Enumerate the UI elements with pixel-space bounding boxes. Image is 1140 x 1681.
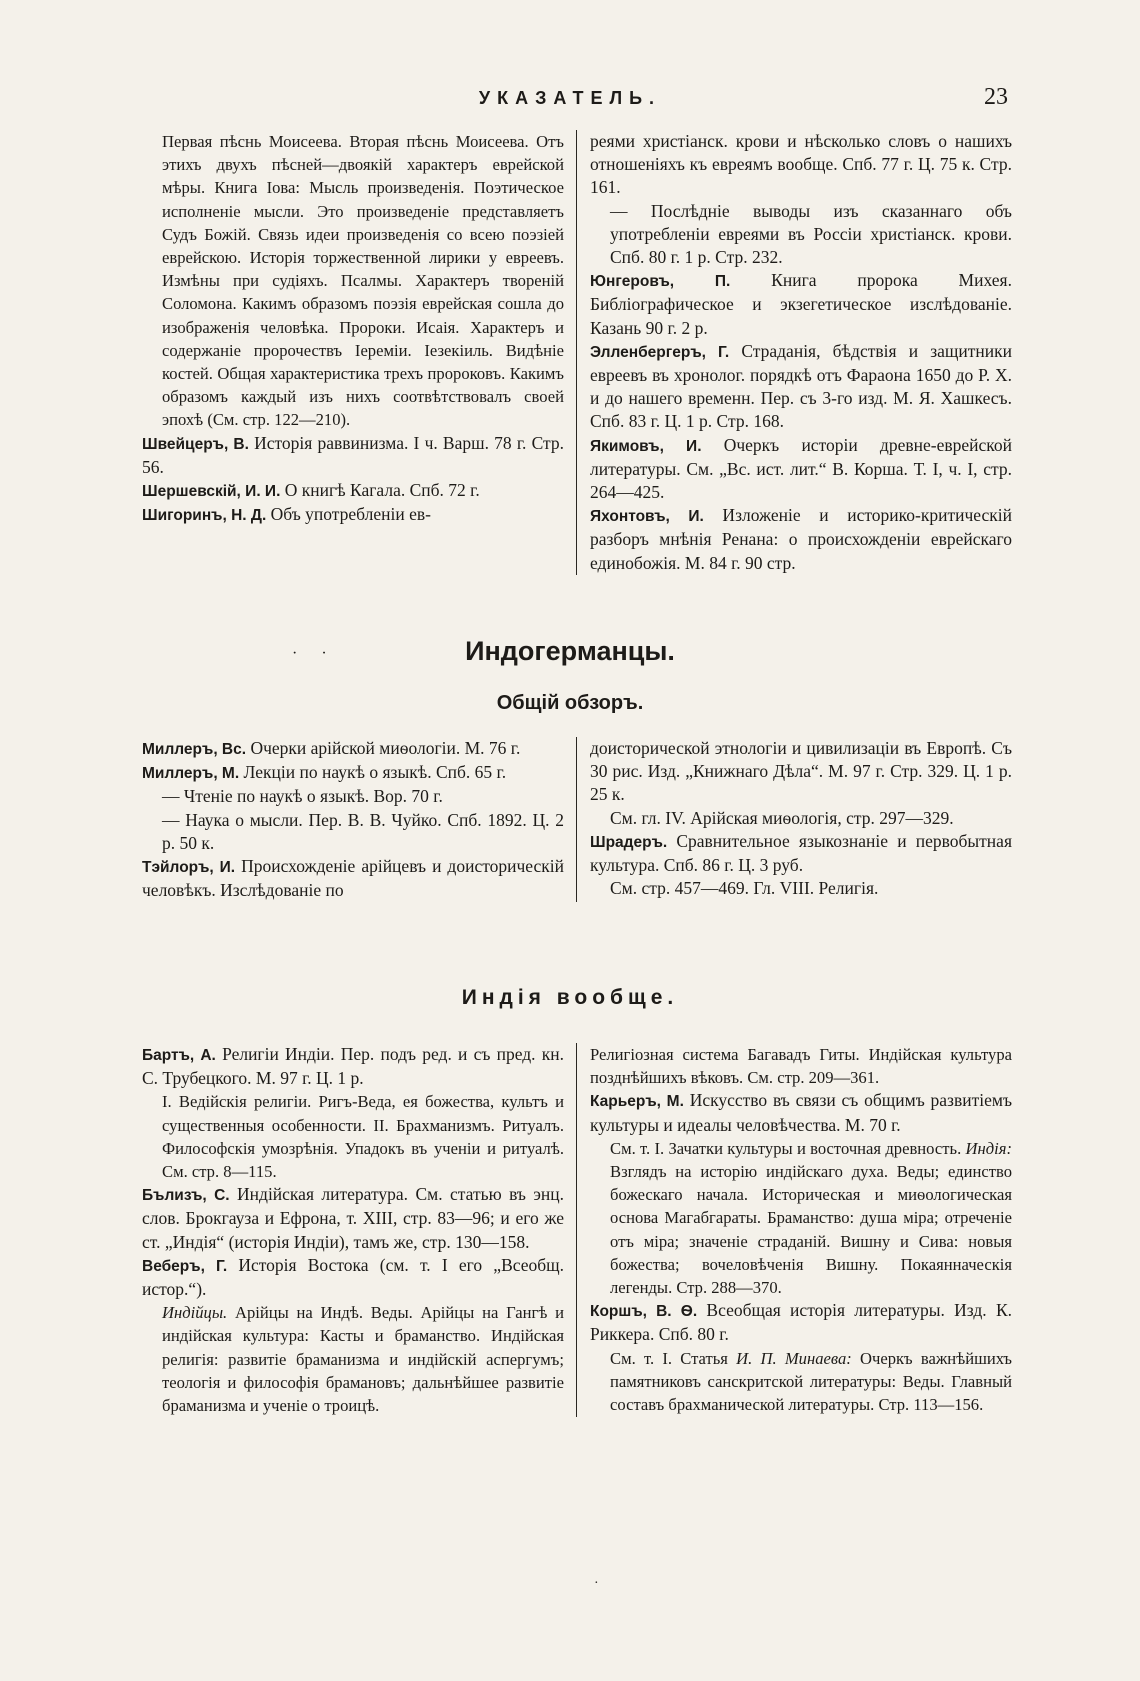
entry-continuation: Религіозная система Багавадъ Гиты. Индійская культура позднѣйшихъ вѣковъ. См. стр. 209—361.	[590, 1045, 1012, 1088]
block1-right-column	[576, 130, 1012, 575]
block1-columns	[142, 130, 1012, 575]
entry-contents: См. т. I. Зачатки культуры и восточная древность. Индія: Взглядъ на исторію индійскаго духа. Веды; единство божескаго начала. Историческая и миѳологическая основа Магабгараты. Браманство: душа міра; отреченіе отъ міра; значеніе страданій. Вишну и Сива: новыя божества; вочеловѣченія Вишну. Покаянначескія легенды. Стр. 288—370.	[610, 1138, 1012, 1298]
entry-see: См. стр. 457—469. Гл. VIII. Религія.	[610, 878, 879, 899]
block2-right-column	[576, 737, 1012, 902]
print-mark: ·	[594, 1576, 599, 1591]
block3-right-column	[576, 1043, 1012, 1417]
entry-author: Веберъ, Г.	[142, 1257, 228, 1275]
entry-author: Яхонтовъ, И.	[590, 508, 704, 526]
entry-miller-m: Миллеръ, М. Лекціи по наукѣ о языкѣ. Спб. 65 г.	[142, 762, 507, 783]
entry-taylor: Тэйлоръ, И. Происхожденіе арійцевъ и доисторическій человѣкъ. Изслѣдованіе по	[142, 856, 564, 901]
entry-schrader: Шрадеръ. Сравнительное языкознаніе и первобытная культура. Спб. 86 г. Ц. 3 руб.	[590, 830, 1012, 876]
section-title-india: Индія вообще.	[461, 986, 679, 1009]
entry-author: Шигоринъ, Н. Д.	[142, 507, 267, 525]
section-title-indogermans: Индогерманцы.	[465, 636, 675, 666]
entry-continuation: реями христіанск. крови и нѣсколько словъ о нашихъ отношеніяхъ къ евреямъ вообще. Спб. 77 г. Ц. 75 к. Стр. 161.	[590, 131, 1012, 198]
entry-korsh: Коршъ, В. Ѳ. Всеобщая исторія литературы. Изд. К. Риккера. Спб. 80 г.	[590, 1300, 1012, 1345]
entry-contents: Первая пѣснь Моисеева. Вторая пѣснь Моисеева. Отъ этихъ двухъ пѣсней—двоякій характеръ еврейской мѣры. Книга Іова: Мысль произведенія. Поэтическое исполненіе мысли. Это произведеніе представляетъ Судъ Божій. Связь идеи произведенія со всею поэзіей еврейскою. Исторія торжественной лирики у евреевъ. Измѣны при судіяхъ. Псалмы. Характеръ твореній Соломона. Какимъ образомъ поэзія еврейская сошла до изображенія человѣка. Пророки. Исаія. Характеръ и содержаніе пророчествъ Іереміи. Іезекіиль. Видѣніе костей. Общая характеристика трехъ пророковъ. Какимъ образомъ каждый изъ нихъ соотвѣтствовалъ своей эпохѣ (См. стр. 122—210).	[162, 132, 564, 430]
entry-author: Коршъ, В. Ѳ.	[590, 1303, 698, 1321]
entry-dash: — Чтеніе по наукѣ о языкѣ. Вор. 70 г.	[162, 786, 443, 807]
block3-columns	[142, 1043, 1012, 1417]
entry-dash: — Наука о мысли. Пер. В. В. Чуйко. Спб. 1892. Ц. 2 р. 50 к.	[162, 809, 564, 853]
entry-author: Бълизъ, С.	[142, 1187, 230, 1205]
entry-yungerov: Юнгеровъ, П. Книга пророка Михея. Библіографическое и экзегетическое изслѣдованіе. Казань 90 г. 2 р.	[590, 270, 1012, 338]
entry-author: Бартъ, А.	[142, 1047, 216, 1064]
entry-author: Шрадеръ.	[590, 833, 668, 851]
entry-author: Якимовъ, И.	[590, 437, 702, 455]
entry-author: Шершевскій, И. И.	[142, 483, 281, 501]
entry-shigorin: Шигоринъ, Н. Д. Объ употребленіи ев-	[142, 504, 431, 525]
entry-dash: — Послѣдніе выводы изъ сказаннаго объ употребленіи евреями въ Россіи христіанск. крови. Спб. 80 г. 1 р. Стр. 232.	[610, 200, 1012, 268]
entry-contents: Индійцы. Арійцы на Индѣ. Веды. Арійцы на Гангѣ и индійская культура: Касты и браманство. Индійская религія: развитіе браманизма и индійскій аспергумъ; теологія и философія брамановъ; дальнѣйшее развитіе браманизма и ученіе о троицѣ.	[162, 1303, 564, 1416]
decorative-dots: · ·	[292, 645, 337, 662]
entry-continuation: доисторической этнологіи и цивилизаціи въ Европѣ. Съ 30 рис. Изд. „Книжнаго Дѣла“. М. 97 г. Стр. 329. Ц. 1 р. 25 к.	[590, 738, 1012, 805]
entry-bulich: Бълизъ, С. Индійская литература. См. статью въ энц. слов. Брокгауза и Ефрона, т. XIII, стр. 83—96; и его же ст. „Индія“ (исторія Индіи), тамъ же, стр. 130—158.	[142, 1184, 565, 1252]
section-subtitle-overview: Общій обзоръ.	[496, 692, 644, 714]
entry-contents: I. Ведійскія религіи. Ригъ-Веда, ея божества, культъ и существенныя особенности. II. Брахманизмъ. Ритуалъ. Философскія умозрѣнія. Упадокъ въ ученіи и ритуалѣ. См. стр. 8—115.	[162, 1092, 564, 1182]
block1-left-column	[142, 130, 576, 575]
entry-carriere: Карьеръ, М. Искусство въ связи съ общимъ развитіемъ культуры и идеалы человѣчества. М. 70 г.	[590, 1090, 1012, 1135]
entry-contents: См. т. I. Статья И. П. Минаева: Очеркъ важнѣйшихъ памятниковъ санскритской литературы: Веды. Главный составъ брахманической литературы. Стр. 113—156.	[610, 1348, 1012, 1415]
entry-author: Швейцеръ, В.	[142, 435, 249, 453]
entry-shveitser: Швейцеръ, В. Исторія раввинизма. I ч. Варш. 78 г. Стр. 56.	[142, 432, 565, 477]
page-number: 23	[984, 84, 1008, 110]
entry-author: Карьеръ, М.	[590, 1093, 684, 1111]
entry-yakimov: Якимовъ, И. Очеркъ исторіи древне-еврейской литературы. См. „Вс. ист. лит.“ В. Корша. Т. I, ч. I, стр. 264—425.	[590, 434, 1012, 503]
entry-author: Миллеръ, Вс.	[142, 741, 247, 758]
entry-see: См. гл. IV. Арійская миѳологія, стр. 297—329.	[610, 807, 954, 828]
entry-author: Юнгеровъ, П.	[590, 273, 731, 291]
entry-author: Тэйлоръ, И.	[142, 859, 236, 877]
entry-bart: Бартъ, А. Религіи Индіи. Пер. подъ ред. и съ пред. кн. С. Трубецкого. М. 97 г. Ц. 1 р.	[142, 1044, 564, 1089]
entry-yakhontov: Яхонтовъ, И. Изложеніе и историко-критическій разборъ мнѣнія Ренана: о происхожденіи еврейскаго единобожія. М. 84 г. 90 стр.	[590, 505, 1012, 573]
running-title: УКАЗАТЕЛЬ.	[478, 88, 662, 108]
block2-columns	[142, 737, 1012, 902]
entry-ellenberger: Элленбергеръ, Г. Страданія, бѣдствія и защитники евреевъ въ хронолог. порядкѣ отъ Фараона 1650 до Р. Х. и до нашего временн. Пер. съ 3-го изд. М. Я. Хашкесъ. Спб. 83 г. Ц. 1 р. Стр. 168.	[590, 340, 1012, 432]
entry-author: Миллеръ, М.	[142, 765, 240, 783]
entry-weber: Веберъ, Г. Исторія Востока (см. т. I его „Всеобщ. истор.“).	[142, 1254, 565, 1300]
entry-author: Элленбергеръ, Г.	[590, 343, 730, 361]
block3-left-column	[142, 1043, 576, 1417]
entry-shershevsky: Шершевскій, И. И. О книгѣ Кагала. Спб. 72 г.	[142, 480, 480, 501]
entry-miller-vs: Миллеръ, Вс. Очерки арійской миѳологіи. М. 76 г.	[142, 738, 521, 758]
block2-left-column	[142, 737, 576, 902]
